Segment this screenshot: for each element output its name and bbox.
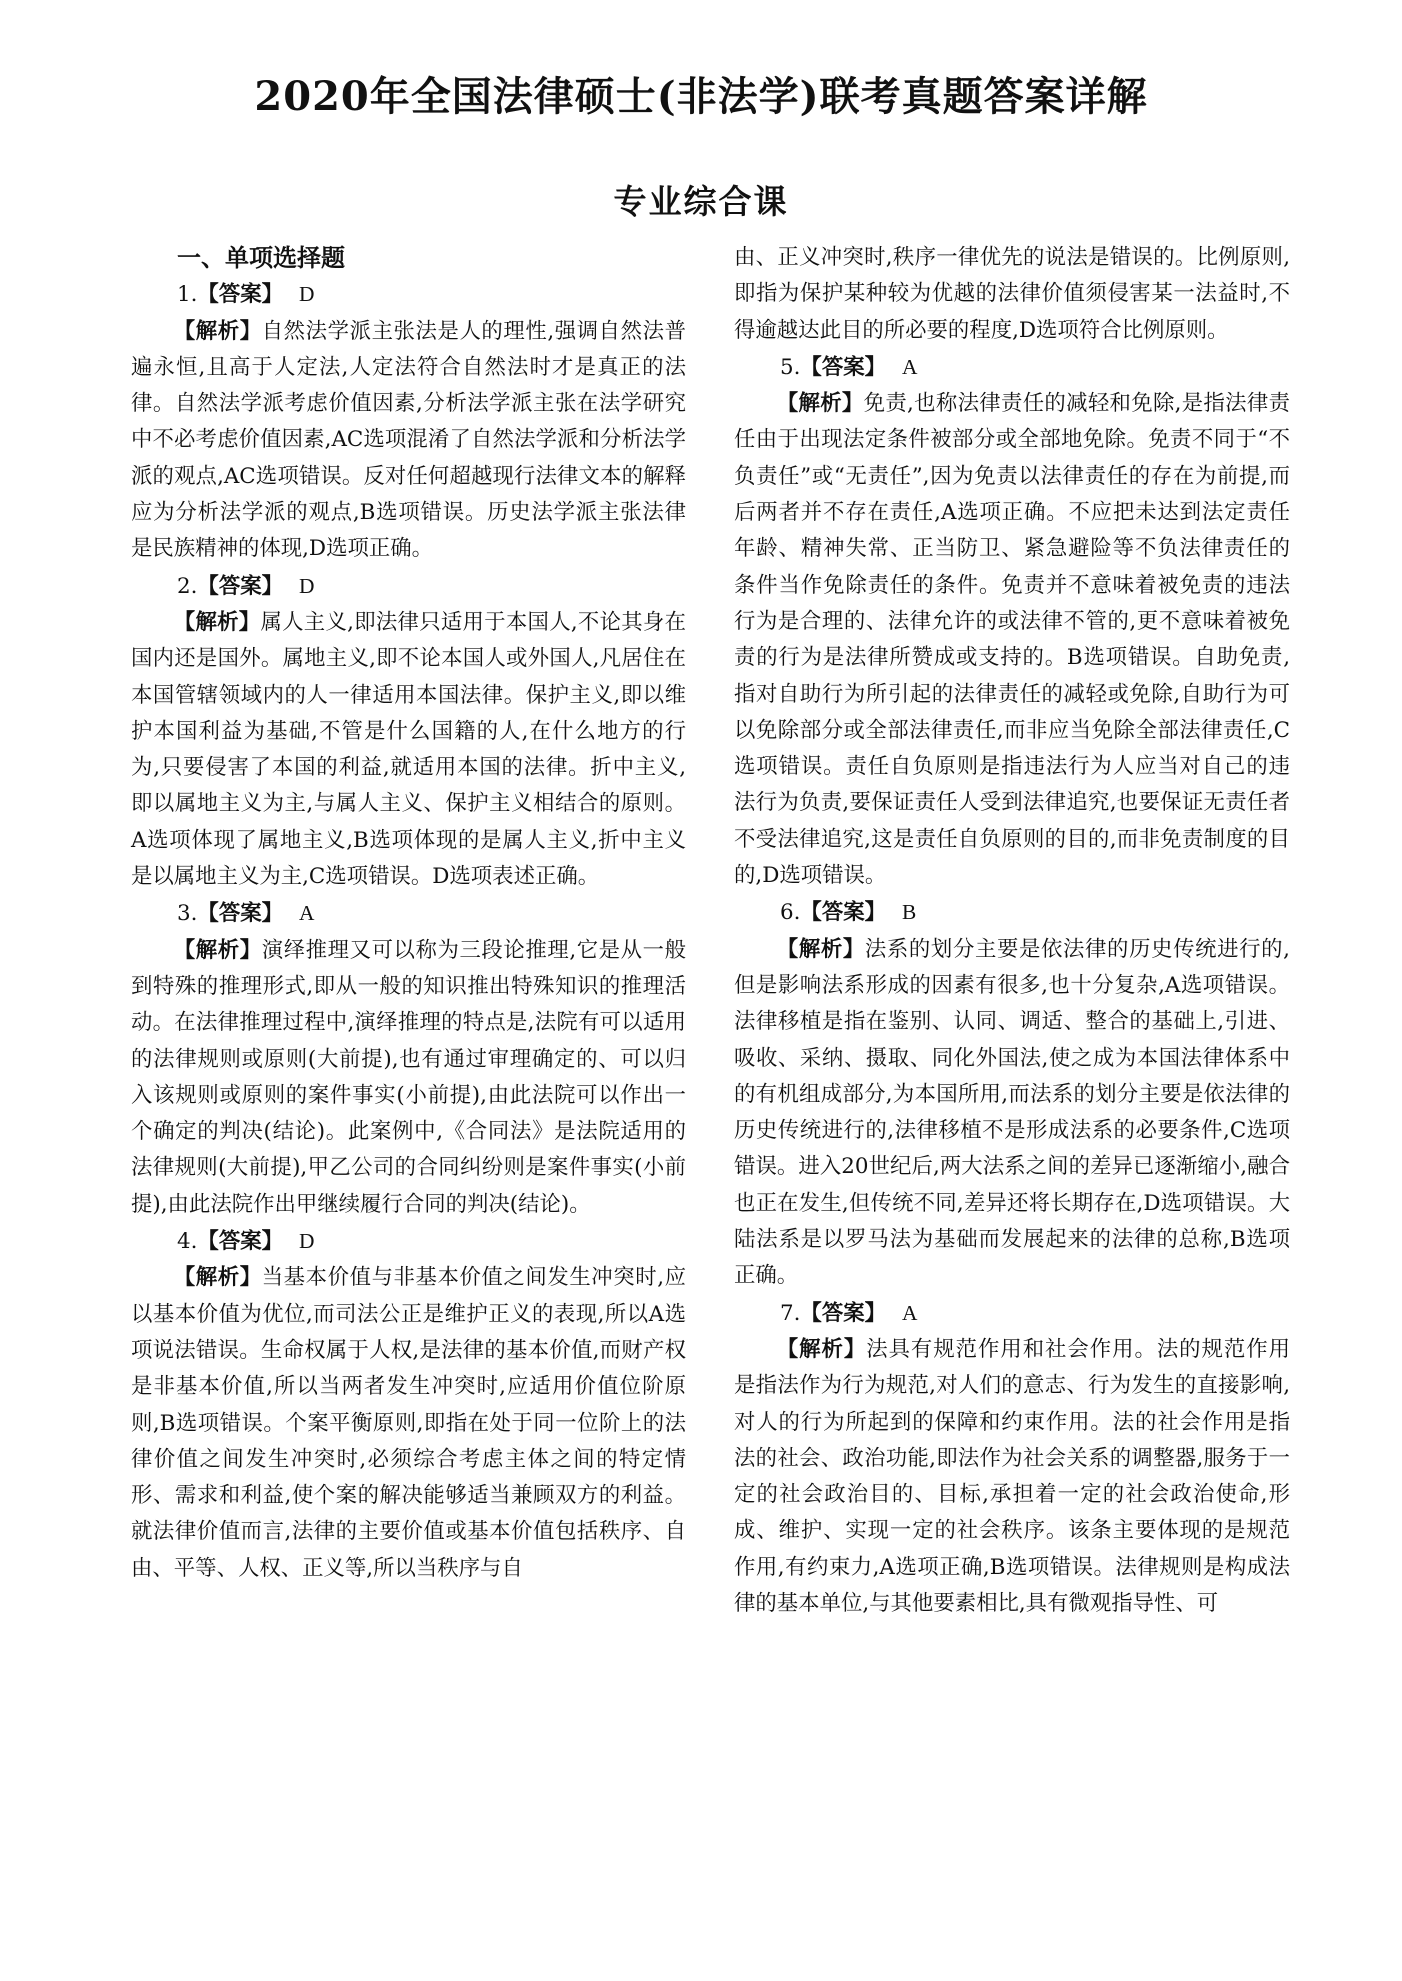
answer-value: A bbox=[902, 354, 918, 379]
analysis-text: 免责,也称法律责任的减轻和免除,是指法律责任由于出现法定条件被部分或全部地免除。免责不同于“不负责任”或“无责任”,因为免责以法律责任的存在为前提,而后两者并不存在责任,A选项正确。不应把未达到法定责任年龄、精神失常、正当防卫、紧急避险等不负法律责任的条件当作免除责任的条件。免责并不意味着被免责的违法行为是合理的、法律允许的或法律不管的,更不意味着被免责的行为是法律所赞成或支持的。B选项错误。自助免责,指对自助行为所引起的法律责任的减轻或免除,自助行为可以免除部分或全部法律责任,而非应当免除全部法律责任,C选项错误。责任自负原则是指违法行为人应当对自己的违法行为负责,要保证责任人受到法律追究,也要保证无责任者不受法律追究,这是责任自负原则的目的,而非免责制度的目的,D选项错误。 bbox=[734, 391, 1290, 889]
answer-value: D bbox=[299, 1229, 315, 1254]
analysis-text: 当基本价值与非基本价值之间发生冲突时,应以基本价值为优位,而司法公正是维护正义的表现,所以A选项说法错误。生命权属于人权,是法律的基本价值,而财产权是非基本价值,所以当两者发生冲突时,应适用价值位阶原则,B选项错误。个案平衡原则,即指在处于同一位阶上的法律价值之间发生冲突时,必须综合考虑主体之间的特定情形、需求和利益,使个案的解决能够适当兼顾双方的利益。就法律价值而言,法律的主要价值或基本价值包括秩序、自由、平等、人权、正义等,所以当秩序与自 bbox=[131, 1265, 686, 1581]
answer-label: 【答案】 bbox=[197, 573, 283, 599]
analysis-paragraph bbox=[734, 1332, 1290, 1622]
answer-label: 【答案】 bbox=[197, 282, 283, 308]
section-subtitle: 专业综合课 bbox=[613, 182, 789, 221]
analysis-label: 【解析】 bbox=[776, 936, 865, 962]
answer-value: A bbox=[902, 1300, 918, 1325]
analysis-paragraph bbox=[131, 314, 686, 568]
analysis-paragraph bbox=[734, 932, 1290, 1295]
question-number: 6. bbox=[780, 900, 801, 926]
answer-line bbox=[131, 276, 686, 313]
analysis-text: 演绎推理又可以称为三段论推理,它是从一般到特殊的推理形式,即从一般的知识推出特殊知识的推理活动。在法律推理过程中,演绎推理的特点是,法院有可以适用的法律规则或原则(大前提),也有通过审理确定的、可以归入该规则或原则的案件事实(小前提),由此法院可以作出一个确定的判决(结论)。此案例中,《合同法》是法院适用的法律规则(大前提),甲乙公司的合同纠纷则是案件事实(小前提),由此法院作出甲继续履行合同的判决(结论)。 bbox=[131, 937, 686, 1217]
answer-line bbox=[734, 894, 1290, 931]
analysis-continuation: 由、正义冲突时,秩序一律优先的说法是错误的。比例原则,即指为保护某种较为优越的法律价值须侵害某一法益时,不得逾越达此目的所必要的程度,D选项符合比例原则。 bbox=[734, 245, 1290, 343]
answer-line bbox=[131, 895, 686, 932]
analysis-label: 【解析】 bbox=[776, 1336, 867, 1362]
analysis-paragraph bbox=[734, 386, 1290, 894]
analysis-text: 法具有规范作用和社会作用。法的规范作用是指法作为行为规范,对人们的意志、行为发生的直接影响,对人的行为所起到的保障和约束作用。法的社会作用是指法的社会、政治功能,即法作为社会关系的调整器,服务于一定的社会政治目的、目标,承担着一定的社会政治使命,形成、维护、实现一定的社会秩序。该条主要体现的是规范作用,有约束力,A选项正确,B选项错误。法律规则是构成法律的基本单位,与其他要素相比,具有微观指导性、可 bbox=[734, 1336, 1290, 1616]
answer-label: 【答案】 bbox=[197, 1229, 283, 1255]
answer-line bbox=[734, 349, 1290, 386]
answer-value: D bbox=[299, 282, 315, 307]
right-column bbox=[734, 240, 1290, 1622]
answer-value: A bbox=[299, 901, 315, 926]
analysis-text: 属人主义,即法律只适用于本国人,不论其身在国内还是国外。属地主义,即不论本国人或外国人,凡居住在本国管辖领域内的人一律适用本国法律。保护主义,即以维护本国利益为基础,不管是什么国籍的人,在什么地方的行为,只要侵害了本国的利益,就适用本国的法律。折中主义,即以属地主义为主,与属人主义、保护主义相结合的原则。A选项体现了属地主义,B选项体现的是属人主义,折中主义是以属地主义为主,C选项错误。D选项表述正确。 bbox=[131, 609, 686, 890]
answer-label: 【答案】 bbox=[800, 1300, 886, 1326]
question-number: 1. bbox=[177, 282, 198, 308]
answer-label: 【答案】 bbox=[800, 900, 886, 926]
answer-value: D bbox=[299, 573, 315, 598]
answer-value: B bbox=[902, 900, 917, 925]
analysis-label: 【解析】 bbox=[173, 937, 262, 963]
answer-label: 【答案】 bbox=[800, 354, 886, 380]
left-column bbox=[131, 240, 686, 1587]
analysis-text: 自然法学派主张法是人的理性,强调自然法普遍永恒,且高于人定法,人定法符合自然法时才是真正的法律。自然法学派考虑价值因素,分析法学派主张在法学研究中不必考虑价值因素,AC选项混淆了自然法学派和分析法学派的观点,AC选项错误。反对任何超越现行法律文本的解释应为分析法学派的观点,B选项错误。历史法学派主张法律是民族精神的体现,D选项正确。 bbox=[131, 318, 686, 562]
analysis-text: 法系的划分主要是依法律的历史传统进行的,但是影响法系形成的因素有很多,也十分复杂,A选项错误。法律移植是指在鉴别、认同、调适、整合的基础上,引进、吸收、采纳、摄取、同化外国法,使之成为本国法律体系中的有机组成部分,为本国所用,而法系的划分主要是依法律的历史传统进行的,法律移植不是形成法系的必要条件,C选项错误。进入20世纪后,两大法系之间的差异已逐渐缩小,融合也正在发生,但传统不同,差异还将长期存在,D选项错误。大陆法系是以罗马法为基础而发展起来的法律的总称,B选项正确。 bbox=[734, 936, 1290, 1289]
answer-line bbox=[734, 1295, 1290, 1332]
answer-line bbox=[131, 1223, 686, 1260]
question-number: 5. bbox=[780, 354, 801, 380]
analysis-label: 【解析】 bbox=[173, 318, 262, 344]
analysis-label: 【解析】 bbox=[776, 391, 864, 417]
analysis-paragraph bbox=[131, 933, 686, 1223]
section-heading: 一、单项选择题 bbox=[177, 243, 345, 272]
answer-line bbox=[131, 568, 686, 605]
question-number: 7. bbox=[780, 1300, 801, 1326]
question-number: 2. bbox=[177, 573, 198, 599]
question-number: 3. bbox=[177, 901, 198, 927]
analysis-paragraph bbox=[131, 605, 686, 895]
analysis-paragraph bbox=[131, 1260, 686, 1587]
document-title: 2020年全国法律硕士(非法学)联考真题答案详解 bbox=[254, 73, 1148, 120]
analysis-label: 【解析】 bbox=[173, 1265, 262, 1291]
analysis-label: 【解析】 bbox=[173, 609, 261, 635]
answer-label: 【答案】 bbox=[197, 901, 283, 927]
question-number: 4. bbox=[177, 1229, 198, 1255]
